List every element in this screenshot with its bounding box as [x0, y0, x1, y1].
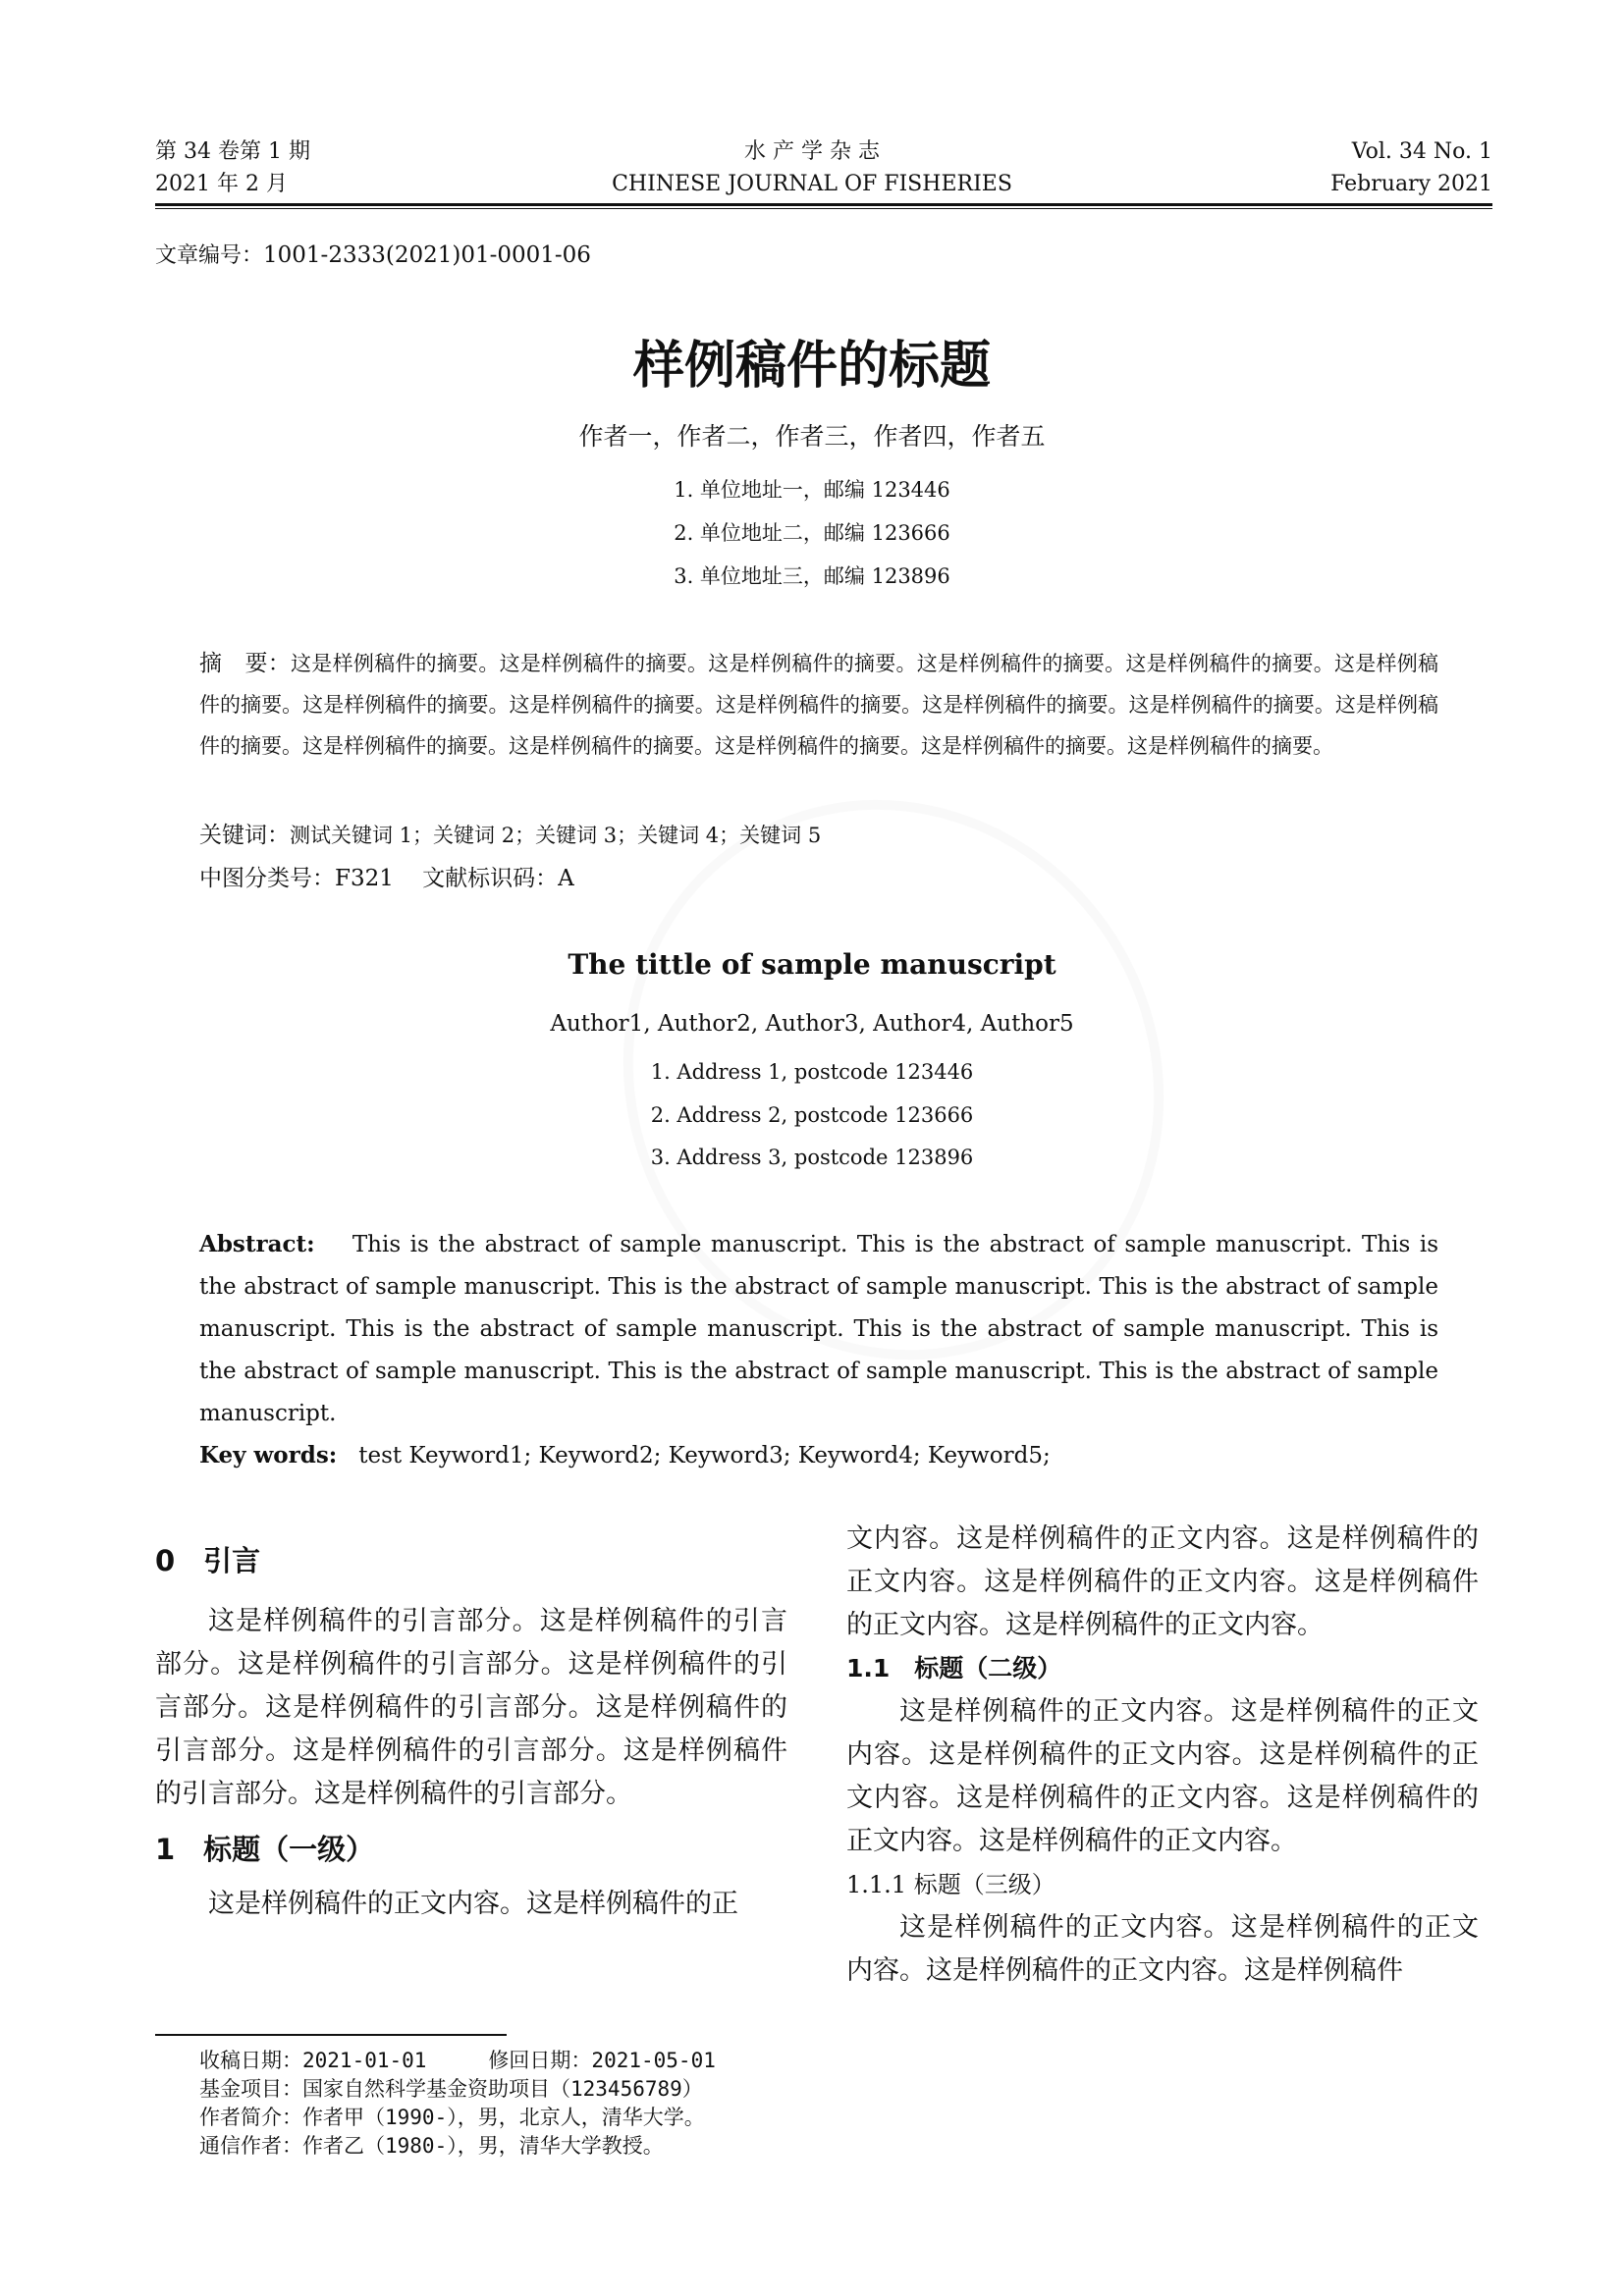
keywords-en-text: test Keyword1; Keyword2; Keyword3; Keyword4; Keyword5; [358, 1443, 1051, 1468]
section-1-1-1-heading: 1.1.1 标题（三级） [846, 1871, 1056, 1898]
keywords-en [199, 1434, 1438, 1477]
keywords-en-label: Key words: [199, 1442, 338, 1468]
journal-name-cn: 水 产 学 杂 志 [744, 139, 880, 164]
section-1-1-heading: 1.1 标题（二级） [846, 1654, 1062, 1682]
footnote-author-bio: 作者简介：作者甲（1990-），男，北京人，清华大学。 [199, 2106, 705, 2129]
title-en: The tittle of sample manuscript [568, 948, 1056, 981]
footnote-corresponding: 通信作者：作者乙（1980-），男，清华大学教授。 [199, 2134, 664, 2158]
article-number [155, 239, 591, 269]
header-date-cn: 2021 年 2 月 [155, 172, 288, 196]
section-1-1-1-text: 这是样例稿件的正文内容。这是样例稿件的正文内容。这是样例稿件的正文内容。这是样例稿件 [846, 1912, 1479, 1986]
article-number-label: 文章编号： [155, 243, 264, 268]
authors-cn: 作者一，作者二，作者三，作者四，作者五 [578, 422, 1046, 451]
header-date-en: February 2021 [1330, 172, 1492, 196]
classification [199, 858, 1438, 899]
affiliation-en-2: 2. Address 2, postcode 123666 [650, 1103, 974, 1127]
abstract-cn [199, 643, 1438, 767]
section-0-text: 这是样例稿件的引言部分。这是样例稿件的引言部分。这是样例稿件的引言部分。这是样例稿件的引言部分。这是样例稿件的引言部分。这是样例稿件的引言部分。这是样例稿件的引言部分。这是样例稿件的引言部分。这是样例稿件的引言部分。 [155, 1606, 787, 1809]
footnote-rule [155, 2034, 507, 2036]
section-1-text-cont: 文内容。这是样例稿件的正文内容。这是样例稿件的正文内容。这是样例稿件的正文内容。这是样例稿件的正文内容。这是样例稿件的正文内容。 [846, 1523, 1479, 1640]
section-0-heading: 0 引言 [155, 1544, 261, 1577]
section-1-text-start: 这是样例稿件的正文内容。这是样例稿件的正 [208, 1889, 738, 1919]
abstract-cn-label: 摘 要： [199, 651, 292, 676]
abstract-en-text: This is the abstract of sample manuscript. This is the abstract of sample manuscript. This is the abstract of sample manuscript. This is the abstract of sample manuscript. This is the abstract of sample manuscript. This is the abstract of sample manuscript. This is the abstract of sample manuscript. This is the abstract of sample manuscript. This is the abstract of sample manuscript. This is the abstract of sample manuscript. [199, 1232, 1438, 1426]
footnote-received: 收稿日期：2021-01-01 修回日期：2021-05-01 [199, 2049, 716, 2072]
affiliation-cn-2: 2. 单位地址二，邮编 123666 [674, 521, 950, 545]
header-rule-thin [155, 208, 1492, 209]
section-1-1-text: 这是样例稿件的正文内容。这是样例稿件的正文内容。这是样例稿件的正文内容。这是样例稿件的正文内容。这是样例稿件的正文内容。这是样例稿件的正文内容。这是样例稿件的正文内容。 [846, 1696, 1479, 1856]
clc-label: 中图分类号： [199, 866, 335, 891]
clc-value: F321 [335, 866, 394, 891]
affiliation-cn-1: 1. 单位地址一，邮编 123446 [674, 478, 950, 502]
abstract-en-label: Abstract: [199, 1231, 315, 1257]
abstract-cn-text: 这是样例稿件的摘要。这是样例稿件的摘要。这是样例稿件的摘要。这是样例稿件的摘要。这是样例稿件的摘要。这是样例稿件的摘要。这是样例稿件的摘要。这是样例稿件的摘要。这是样例稿件的摘要。这是样例稿件的摘要。这是样例稿件的摘要。这是样例稿件的摘要。这是样例稿件的摘要。这是样例稿件的摘要。这是样例稿件的摘要。这是样例稿件的摘要。这是样例稿件的摘要。 [199, 652, 1439, 758]
title-cn: 样例稿件的标题 [632, 337, 991, 396]
header-rule-thick [155, 203, 1492, 206]
journal-name-en: CHINESE JOURNAL OF FISHERIES [612, 172, 1012, 196]
affiliation-en-3: 3. Address 3, postcode 123896 [650, 1146, 974, 1169]
keywords-cn-label: 关键词： [199, 823, 290, 848]
keywords-cn-text: 测试关键词 1；关键词 2；关键词 3；关键词 4；关键词 5 [290, 824, 822, 847]
section-1-heading: 1 标题（一级） [155, 1833, 375, 1866]
keywords-cn [199, 815, 1438, 856]
footnote-fund: 基金项目：国家自然科学基金资助项目（123456789） [199, 2077, 703, 2101]
header-volume-en: Vol. 34 No. 1 [1351, 139, 1492, 164]
abstract-en [199, 1223, 1438, 1435]
doc-code-value: A [558, 866, 574, 891]
header-volume-issue: 第 34 卷第 1 期 [155, 139, 310, 164]
doc-code-label: 文献标识码： [422, 866, 559, 891]
affiliation-cn-3: 3. 单位地址三，邮编 123896 [674, 564, 950, 588]
article-number-value: 1001-2333(2021)01-0001-06 [263, 242, 591, 268]
body-right-column [846, 1518, 1479, 1993]
body-left-column [155, 1539, 787, 1926]
header-volume [1330, 135, 1492, 200]
authors-en: Author1, Author2, Author3, Author4, Author5 [550, 1011, 1074, 1037]
affiliation-en-1: 1. Address 1, postcode 123446 [650, 1060, 974, 1084]
